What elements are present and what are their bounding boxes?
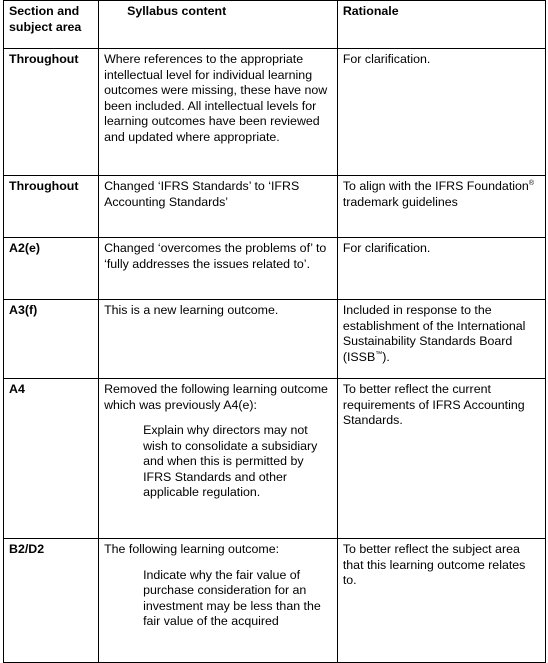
quoted-learning-outcome: Indicate why the fair value of purchase consideration for an investment may be less than the fair value of the acquired	[143, 567, 321, 628]
row-rationale: To better reflect the current requirements of IFRS Accounting Standards.	[337, 379, 545, 539]
row-rationale	[337, 176, 545, 238]
rationale-text: To align with the IFRS Foundation	[342, 179, 529, 193]
table-row	[4, 49, 546, 176]
content-text: Removed the following learning outcome which was previously A4(e):	[104, 382, 328, 412]
row-content: Changed ‘IFRS Standards’ to ‘IFRS Accounting Standards’	[99, 176, 338, 238]
rationale-text-end: ).	[382, 349, 390, 364]
table-header-row	[4, 1, 546, 49]
row-content	[99, 379, 338, 539]
row-content: Changed ‘overcomes the problems of’ to ‘fully addresses the issues related to’.	[99, 238, 338, 300]
table-row	[4, 300, 546, 379]
rationale-text-end: trademark guidelines	[342, 194, 458, 209]
syllabus-changes-table	[3, 0, 546, 663]
trademark-mark: ™	[375, 350, 383, 358]
header-rationale: Rationale	[337, 1, 545, 49]
row-content	[99, 539, 338, 663]
header-content	[99, 1, 338, 49]
rationale-text: Included in response to the establishment of the International Sustainability Standards Board (ISSB	[342, 303, 526, 364]
row-rationale: To better reflect the subject area that this learning outcome relates to.	[337, 539, 545, 663]
header-content-label: Syllabus content	[127, 4, 227, 18]
row-rationale	[337, 300, 545, 379]
row-section: A4	[4, 379, 99, 539]
row-section: Throughout	[4, 176, 99, 238]
row-rationale: For clarification.	[337, 49, 545, 176]
table-row	[4, 539, 546, 663]
table-row	[4, 379, 546, 539]
header-section: Section and subject area	[4, 1, 99, 49]
quoted-learning-outcome: Explain why directors may not wish to consolidate a subsidiary and when this is permitted by IFRS Standards and other applicable regulation.	[143, 423, 318, 499]
row-section: Throughout	[4, 49, 99, 176]
row-content: Where references to the appropriate intellectual level for individual learning outcomes were missing, these have now been included. All intellectual levels for learning outcomes have been reviewed and updated where appropriate.	[99, 49, 338, 176]
row-section: A3(f)	[4, 300, 99, 379]
registered-mark: ®	[528, 180, 534, 187]
row-section: A2(e)	[4, 238, 99, 300]
row-content: This is a new learning outcome.	[99, 300, 338, 379]
row-section: B2/D2	[4, 539, 99, 663]
content-text: The following learning outcome:	[104, 542, 280, 556]
row-rationale: For clarification.	[337, 238, 545, 300]
table-row	[4, 176, 546, 238]
table-row	[4, 238, 546, 300]
